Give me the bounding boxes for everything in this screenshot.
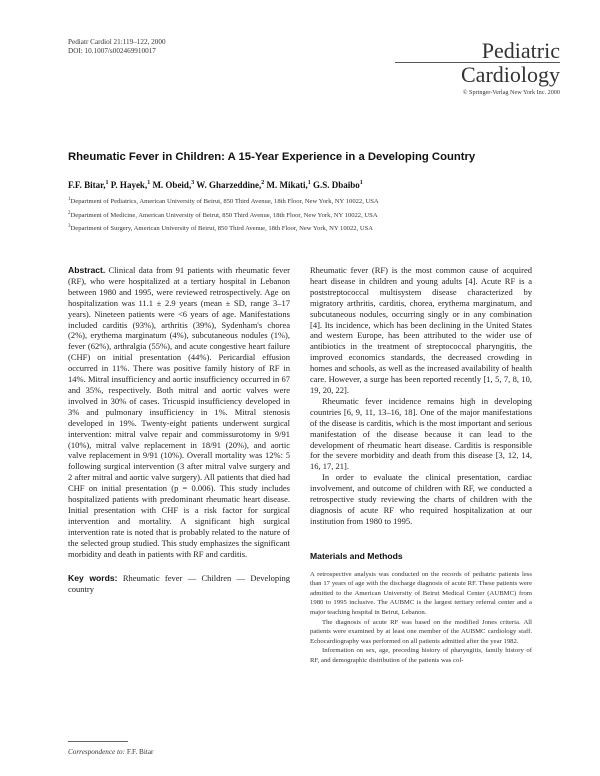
- right-column: [310, 265, 532, 666]
- correspondence-footnote: [68, 741, 290, 757]
- author: F.F. Bitar,$^1$: [68, 180, 109, 190]
- keywords-text: Rheumatic fever — Children — Developing country: [68, 573, 291, 595]
- abstract-text: Clinical data from 91 patients with rheumatic fever (RF), who were hospitalized at a tertiary hospital in Lebanon between 1980 and 1995, were reviewed retrospectively. Age on hospitalization was 11.1 ± 2.9 years (mean ± SD, range 3–17 years). Nineteen patients were <6 years of age. Manifestations included carditis (93%), arthritis (39%), Sydenham's chorea (2%), erythema marginatum (4%), subcutaneous nodules (1%), fever (62%), arthralgia (55%), and acute congestive heart failure (CHF) on initial presentation (44%). Pericardial effusion occurred in 11%. There was positive family history of RF in 14%. Mitral insufficiency and aortic insufficiency occurred in 67 and 35%, respectively. Both mitral and aortic valves were involved in 30% of cases. Tricuspid insufficiency developed in 3% and pulmonary insufficiency in 1%. Mitral stenosis developed in 19%. Twenty-eight patients underwent surgical intervention: mitral valve repair and commissurotomy in 9/91 (10%), mitral valve replacement in 18/91 (20%), and aortic valve replacement in 9/91 (10%). Overall mortality was 12%: 5 following surgical intervention (3 after mitral valve surgery and 2 after mitral and aortic valve surgery). All patients that died had CHF on initial presentation (p = 0.006). This study includes hospitalized patients with predominant rheumatic heart disease. Initial presentation with CHF is a risk factor for surgical intervention and mortality. A significant high surgical intervention rate is noted that is probably related to the nature of the selected group studied. This study emphasizes the significant morbidity and death in patients with RF and carditis.: [68, 265, 290, 559]
- doi-line: DOI: 10.1007/s002469910017: [68, 47, 156, 55]
- section-heading-methods: Materials and Methods: [310, 550, 403, 561]
- journal-name-line1: Pediatric: [481, 38, 560, 63]
- author: W. Gharzeddine,$^2$: [196, 180, 265, 190]
- affiliation: $^1$Department of Pediatrics, American University of Beirut, 850 Third Avenue, 18th Floor, New York, NY 10022, USA: [68, 197, 379, 206]
- author: M. Mikati,$^1$: [266, 180, 311, 190]
- intro-paragraph: Rheumatic fever incidence remains high in developing countries [6, 9, 11, 13–16, 18]. One of the major manifestations of the disease is carditis, which is the most important and serious manifestation of the disease because it can lead to the development of rheumatic heart disease. Carditis is responsible for the severe morbidity and death from this disease [3, 12, 14, 16, 17, 21].: [310, 395, 532, 472]
- author: G.S. Dbaibo$^1$: [312, 180, 363, 190]
- methods-section: [310, 570, 532, 666]
- abstract-paragraph: [68, 265, 290, 559]
- copyright-line: © Springer-Verlag New York Inc. 2000: [462, 89, 560, 96]
- correspondence-label: Correspondence to:: [68, 748, 126, 756]
- citation-line: Pediatr Cardiol 21:119–122, 2000: [68, 38, 166, 46]
- author: P. Hayek,$^1$: [110, 180, 151, 190]
- journal-logo: [350, 40, 560, 96]
- intro-paragraph: In order to evaluate the clinical presentation, cardiac involvement, and outcome of children with RF, we conducted a retrospective study reviewing the charts of children with the diagnosis of acute RF who required hospitalization at our institution from 1980 to 1995.: [310, 472, 532, 526]
- methods-paragraph: Information on sex, age, preceding history of pharyngitis, family history of RF, and demographic distribution of the patients was col-: [310, 647, 532, 664]
- journal-name-line2: Cardiology: [461, 62, 560, 87]
- methods-paragraph: The diagnosis of acute RF was based on the modified Jones criteria. All patients were examined by at least one member of the AUBMC cardiology staff. Echocardiography was performed on all patients admitted after the year 1982.: [310, 618, 532, 645]
- affiliation: $^2$Department of Medicine, American University of Beirut, 850 Third Avenue, 18th Floor, New York, NY 10022, USA: [68, 210, 378, 219]
- footnote-divider: [68, 741, 128, 742]
- author-list: [68, 180, 548, 190]
- affiliation: $^3$Department of Surgery, American University of Beirut, 850 Third Avenue, 18th Floor, New York, NY 10022, USA: [68, 224, 374, 233]
- abstract-label: Abstract.: [68, 265, 106, 275]
- left-column: [68, 265, 290, 595]
- keywords-paragraph: [68, 573, 290, 595]
- intro-paragraph: Rheumatic fever (RF) is the most common cause of acquired heart disease in children and young adults [4]. Acute RF is a poststreptococcal multisystem disease characterized by migratory arthritis, carditis, chorea, erythema marginatum, and subcutaneous nodules, occurring singly or in any combination [4]. Its incidence, which has been declining in the United States and western Europe, has been attributed to the wider use of antibiotics in the treatment of streptococcal pharyngitis, the improved economics standards, the decreased crowding in homes and schools, as well as the increased availability of health care. However, a surge has been reported recently [1, 5, 7, 8, 10, 19, 20, 22].: [310, 265, 532, 395]
- author: M. Obeid,$^3$: [152, 180, 195, 190]
- journal-citation: [68, 38, 166, 56]
- affiliation-list: [68, 194, 548, 235]
- article-title: Rheumatic Fever in Children: A 15-Year Experience in a Developing Country: [68, 151, 476, 163]
- correspondence-name: F.F. Bitar: [126, 748, 154, 756]
- methods-paragraph: A retrospective analysis was conducted on the records of pediatric patients less than 17 years of age with the discharge diagnosis of acute RF. These patients were admitted to the American University of Beirut Medical Center (AUBMC) from 1980 to 1995 inclusive. The AUBMC is the largest tertiary referral center and a major teaching hospital in Beirut, Lebanon.: [310, 570, 532, 617]
- keywords-label: Key words:: [68, 573, 118, 584]
